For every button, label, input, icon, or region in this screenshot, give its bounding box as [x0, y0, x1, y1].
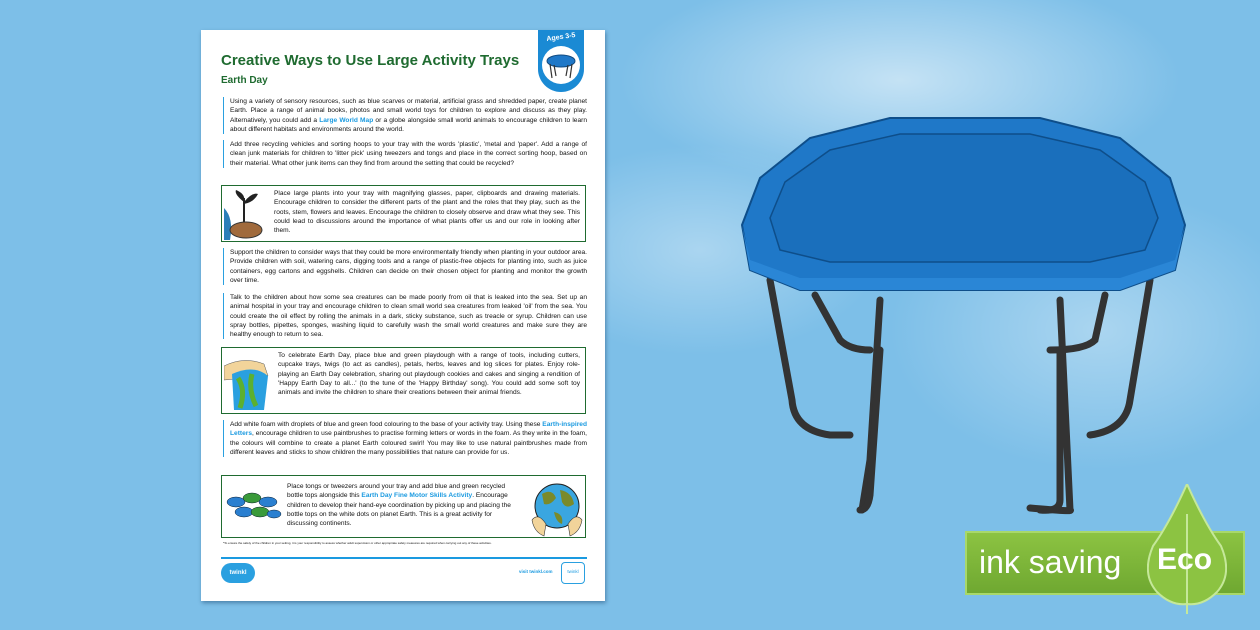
tray-icon	[542, 46, 580, 84]
paragraph-recycling: Add three recycling vehicles and sorting hoops to your tray with the words 'plastic', 'metal and 'paper'. Add a range of clean junk materials for children to 'litter pick' using tweezers and tongs and place in the correct sorting hoop, based on their material. What other junk items can they find from around the setting that could be recycled?	[223, 140, 587, 168]
text: , encourage children to use paintbrushes to practise forming letters or words in the foam. As they write in the foam, the colours will combine to create a planet Earth coloured swirl! You may like to use natural paintbrushes made from different leaves and sticks to show children the many possibilities that nature can provide for us.	[230, 430, 587, 456]
page-subtitle: Earth Day	[221, 75, 268, 86]
text: Using a variety of sensory resources, such as blue scarves or material, artificial grass and shredded paper, create planet Earth. Place a range of animal books, photos and small world toys for children to explore and discuss as they play. Alternatively, you could add a	[230, 98, 587, 124]
text: or a globe alongside small world animals to encourage children to learn about different habitats and environments around the world.	[230, 116, 587, 133]
bottle-tops-activity-box	[221, 475, 586, 538]
playdough-earth-icon	[224, 356, 272, 412]
tray-body	[742, 118, 1185, 290]
safety-disclaimer: *To ensure the safety of the children in your setting, it is your responsibility to assess whether adult supervision or other appropriate safety measures are required when carrying out any of these activities.	[223, 541, 492, 545]
activity-tray-illustration	[730, 100, 1200, 520]
plant-in-hand-icon	[224, 188, 264, 240]
tray-legs	[770, 280, 1150, 511]
text: Add white foam with droplets of blue and green food colouring to the base of your activity tray. Using these	[230, 421, 543, 428]
eco-badge-label: Eco	[1157, 543, 1213, 576]
paragraph-world	[223, 97, 587, 134]
page-title: Creative Ways to Use Large Activity Trays	[221, 52, 520, 69]
paragraph-sea-creatures: Talk to the children about how some sea creatures can be made poorly from oil that is leaked into the sea. Set up an animal hospital in your tray and encourage children to clean small world sea creatures from leaked 'oil' from the sea. You could create the oil effect by rolling the animals in a dark, sticky substance, such as treacle or syrup. Children can use spray bottles, pipettes, sponges, washing liquid to carefully wash the small world creatures and make sure they are healthy enough to return to sea.	[223, 293, 587, 339]
paragraph-planting: Support the children to consider ways that they could be more environmentally friendly when planting in your outdoor area. Provide children with soil, watering cans, digging tools and a range of plastic-free objects for planting into, such as juice containers, egg cartons and eggshells. Children can decide on their chosen object for planting and monitor the growth over time.	[223, 248, 587, 285]
fine-motor-skills-link[interactable]: Earth Day Fine Motor Skills Activity	[361, 492, 473, 500]
globe-in-hands-icon	[530, 480, 584, 538]
text: . Encourage children to develop their hand-eye coordination by picking up and placing the bottle tops on the white dots on planet Earth. This is a great activity for discussing continents.	[287, 492, 511, 528]
paragraph-foam	[223, 420, 587, 457]
text: Place tongs or tweezers around your tray and add blue and green recycled bottle tops alongside this	[287, 483, 506, 500]
large-world-map-link[interactable]: Large World Map	[319, 116, 374, 124]
box-text	[287, 482, 523, 528]
playdough-activity-box	[221, 347, 586, 414]
age-badge	[538, 30, 584, 92]
twinkl-logo: twinkl	[221, 563, 255, 583]
bottle-tops-icon	[226, 490, 282, 524]
ink-saving-label: ink saving	[979, 544, 1122, 580]
box-text: To celebrate Earth Day, place blue and green playdough with a range of tools, including cutters, cupcake trays, twigs (to act as candles), petals, herbs, leaves and log slices for plates. Enjoy role-playing an Earth Day celebration, sharing out playdough cookies and cakes and singing a rendition of 'Happy Earth Day to all...' (to the tune of the 'Happy Birthday' song). You could add some soft toy animals and invite the children to share their creations between their animal friends.	[278, 352, 580, 397]
activity-sheet-preview	[201, 30, 605, 601]
footer-divider	[221, 557, 587, 559]
age-badge-label: Ages 3-5	[546, 32, 576, 43]
twinkl-badge-logo: twinkl	[561, 562, 585, 584]
earth-inspired-letters-link[interactable]: Earth-inspired Letters	[230, 421, 587, 438]
plants-activity-box	[221, 185, 586, 242]
visit-twinkl-link[interactable]: visit twinkl.com	[519, 569, 553, 574]
box-text: Place large plants into your tray with magnifying glasses, paper, clipboards and drawing materials. Encourage children to consider the different parts of the plant and the roles that they play, such as the roots, stem, flowers and leaves. Encourage the children to closely observe and draw what they see. This could lead to discussions around the importance of what plants offer us and our role in looking after them.	[274, 190, 580, 235]
